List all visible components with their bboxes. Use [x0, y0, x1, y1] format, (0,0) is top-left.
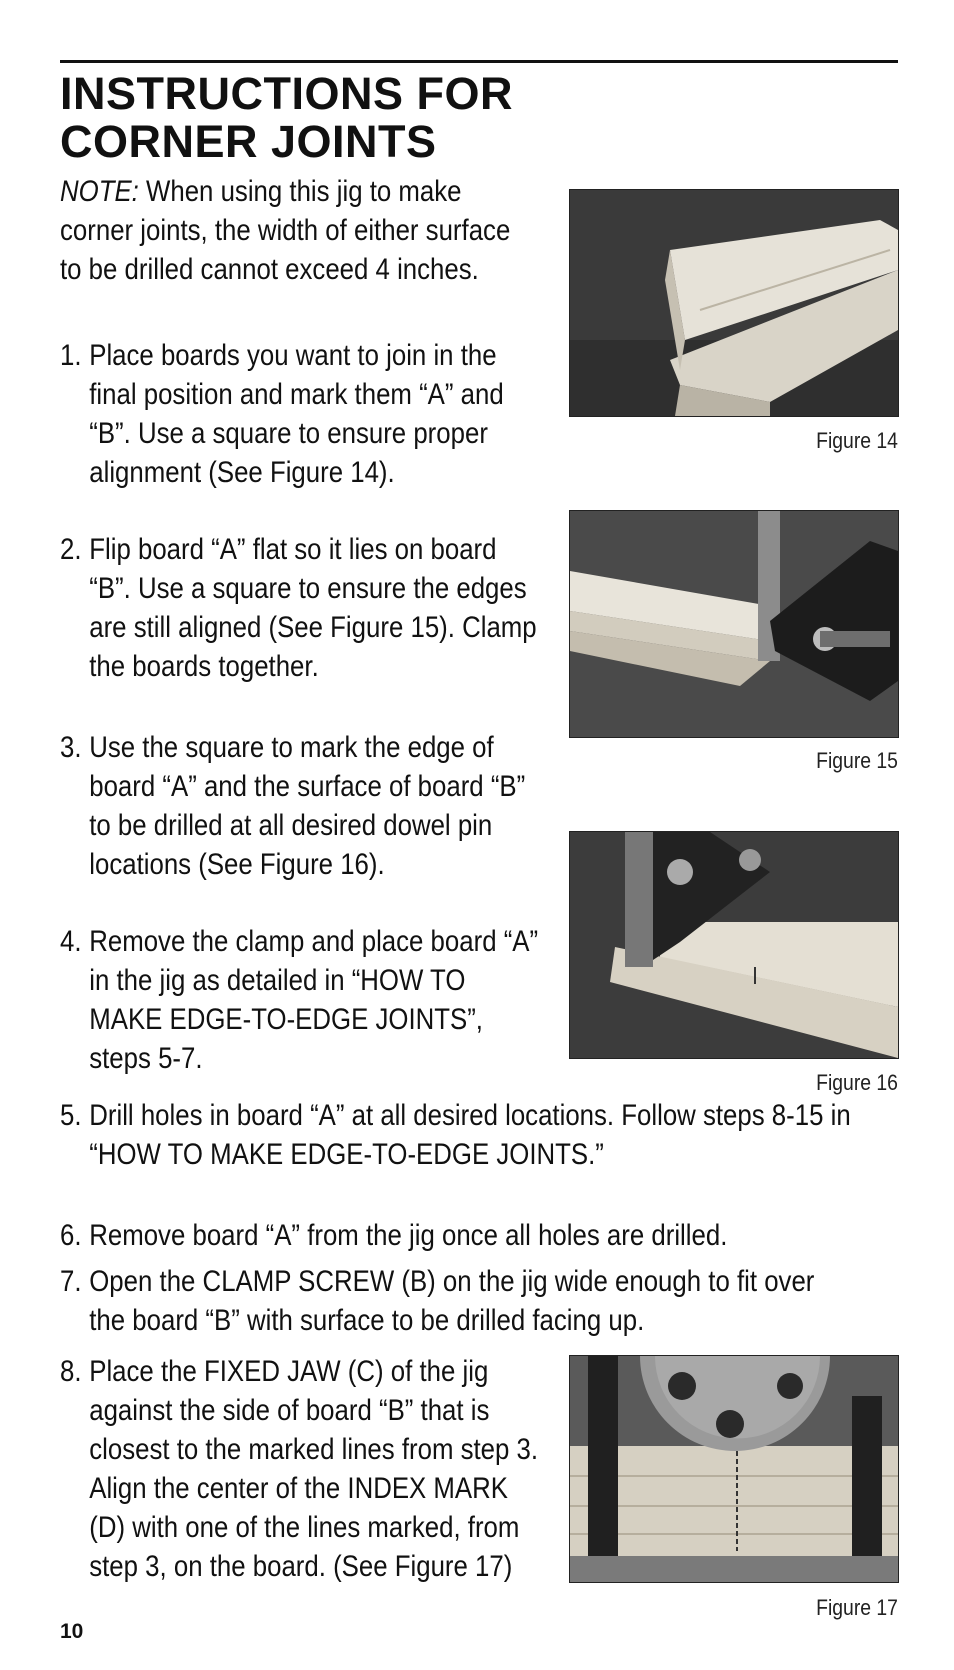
- step-text: Place the FIXED JAW (C) of the jig against the side of board “B” that is closest to the marked lines from step 3. Align the center of the INDEX MARK (D) with one of the lines marked, from step 3, on the board. (See Figure 17): [89, 1355, 539, 1583]
- step-number: 1.: [60, 339, 82, 372]
- figure-14-caption: Figure 14: [816, 428, 898, 453]
- figure-17-caption: Figure 17: [816, 1595, 898, 1620]
- figure-15-photo: [569, 510, 899, 738]
- title-line-2: CORNER JOINTS: [60, 116, 437, 167]
- figure-16-caption: Figure 16: [816, 1070, 898, 1095]
- note-label: NOTE:: [60, 175, 139, 208]
- step-text: Remove the clamp and place board “A” in the jig as detailed in “HOW TO MAKE EDGE-TO-EDGE JOINTS”, steps 5-7.: [89, 925, 539, 1075]
- figure-14-photo: [569, 189, 899, 417]
- step-text: Drill holes in board “A” at all desired locations. Follow steps 8-15 in “HOW TO MAKE EDGE-TO-EDGE JOINTS.”: [89, 1099, 851, 1171]
- top-rule: [60, 60, 898, 63]
- step-3: [60, 728, 542, 884]
- note-paragraph: [60, 172, 537, 289]
- figure-17-photo: [569, 1355, 899, 1583]
- step-4: [60, 922, 542, 1078]
- step-number: 2.: [60, 533, 82, 566]
- step-text: Open the CLAMP SCREW (B) on the jig wide enough to fit over the board “B” with surface to be drilled facing up.: [89, 1265, 815, 1337]
- step-text: Use the square to mark the edge of board “A” and the surface of board “B” to be drilled at all desired dowel pin locations (See Figure 16).: [89, 731, 526, 881]
- step-text: Flip board “A” flat so it lies on board “B”. Use a square to ensure the edges are still aligned (See Figure 15). Clamp the boards together.: [89, 533, 537, 683]
- step-text: Place boards you want to join in the final position and mark them “A” and “B”. Use a square to ensure proper alignment (See Figure 14).: [89, 339, 504, 489]
- step-number: 8.: [60, 1355, 82, 1388]
- step-number: 5.: [60, 1099, 82, 1132]
- step-5: [60, 1096, 856, 1174]
- step-7: [60, 1262, 856, 1340]
- step-number: 7.: [60, 1265, 82, 1298]
- title-line-1: INSTRUCTIONS FOR: [60, 68, 513, 119]
- page-number: 10: [60, 1620, 84, 1643]
- step-text: Remove board “A” from the jig once all holes are drilled.: [89, 1219, 728, 1252]
- page-title: [60, 70, 860, 166]
- step-6: [60, 1216, 856, 1255]
- figure-15-caption: Figure 15: [816, 748, 898, 773]
- note-text: When using this jig to make corner joints, the width of either surface to be drilled cannot exceed 4 inches.: [60, 175, 511, 286]
- step-2: [60, 530, 542, 686]
- figure-16-photo: [569, 831, 899, 1059]
- step-number: 6.: [60, 1219, 82, 1252]
- step-number: 3.: [60, 731, 82, 764]
- step-1: [60, 336, 542, 492]
- step-number: 4.: [60, 925, 82, 958]
- step-8: [60, 1352, 542, 1586]
